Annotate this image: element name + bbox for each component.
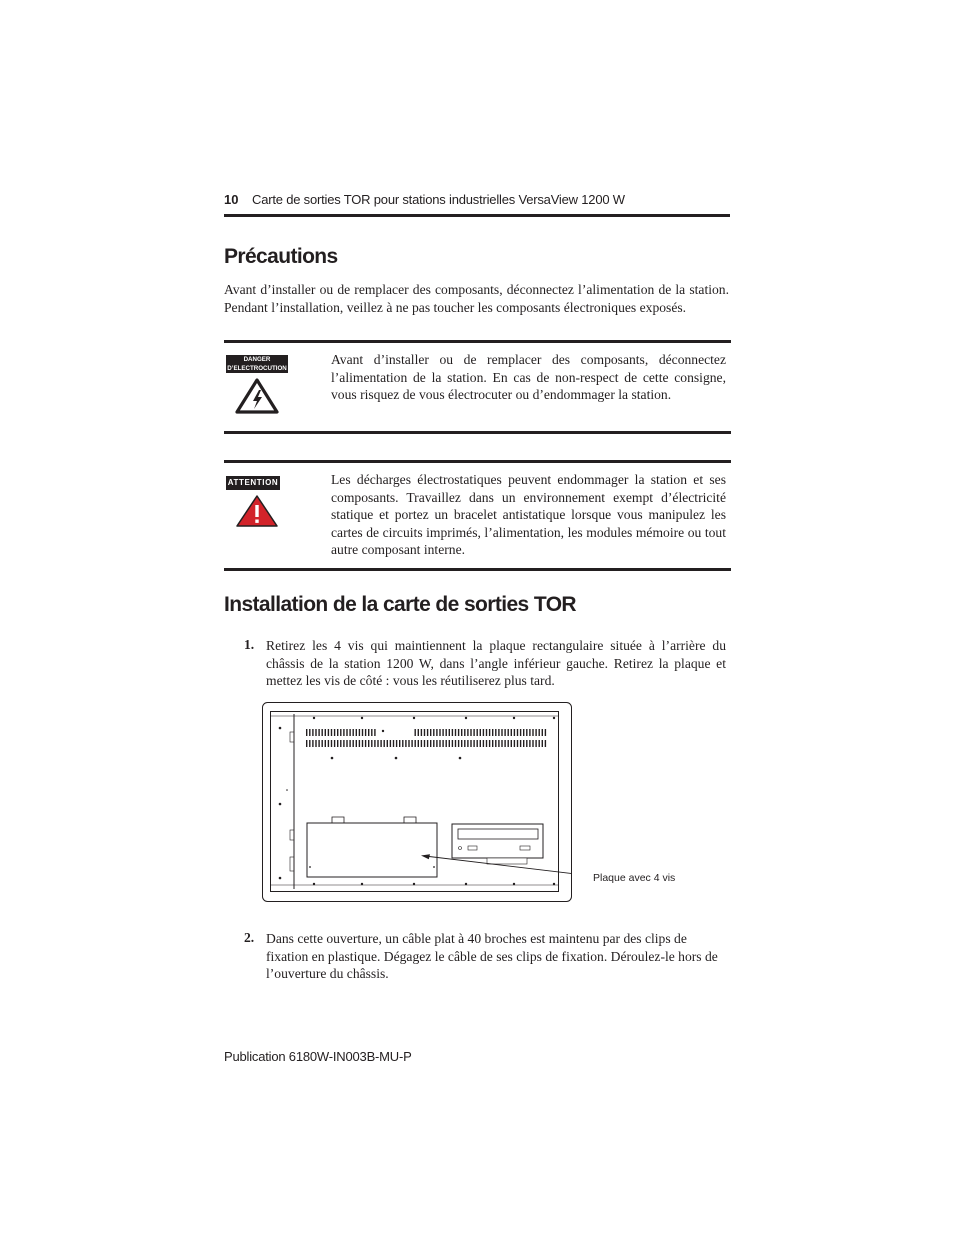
step-text: Dans cette ouverture, un câble plat à 40 broches est maintenu par des clips de fixation en plastique. Dégagez le câble de ses clips de fixation. Déroulez-le hors de l’ouverture du châssis. bbox=[266, 931, 718, 981]
step-text: Retirez les 4 vis qui maintiennent la plaque rectangulaire située à l’arrière du châssis de la station 1200 W, dans l’angle inférieur gauche. Retirez la plaque et mettez les vis de côté : vous les réutiliserez plus tard. bbox=[266, 638, 726, 688]
step-number: 1. bbox=[244, 637, 255, 652]
notice-bottom-rule bbox=[224, 568, 731, 571]
danger-label: DANGER D’ELECTROCUTION bbox=[227, 356, 287, 372]
attention-label: ATTENTION bbox=[226, 476, 280, 490]
warning-icon bbox=[235, 494, 279, 528]
publication-number: Publication 6180W-IN003B-MU-P bbox=[224, 1049, 412, 1064]
notice-top-rule bbox=[224, 460, 731, 463]
chassis-rear-diagram bbox=[262, 702, 572, 902]
figure-callout: Plaque avec 4 vis bbox=[593, 872, 676, 884]
attention-notice-text: Les décharges électrostatiques peuvent endommager la station et ses composants. Travaillez dans un environnement exempt d’électricité statique et portez un bracelet antistatique lorsque vous manipulez les cartes de circuits imprimés, l’alimentation, les modules mémoire ou tout autre composant interne. bbox=[331, 472, 726, 557]
notice-bottom-rule bbox=[224, 431, 731, 434]
section-title-installation: Installation de la carte de sorties TOR bbox=[224, 593, 576, 616]
notice-top-rule bbox=[224, 340, 731, 343]
header-rule bbox=[224, 214, 730, 217]
running-title: Carte de sorties TOR pour stations industrielles VersaView 1200 W bbox=[252, 192, 625, 207]
page-number: 10 bbox=[224, 192, 239, 207]
section-title-precautions: Précautions bbox=[224, 245, 338, 268]
electrical-hazard-icon bbox=[235, 378, 279, 414]
danger-notice-text: Avant d’installer ou de remplacer des composants, déconnectez l’alimentation de la station. En cas de non-respect de cette consigne, vous risquez de vous électrocuter ou d’endommager la station. bbox=[331, 352, 726, 402]
step-number: 2. bbox=[244, 930, 255, 945]
precautions-intro: Avant d’installer ou de remplacer des composants, déconnectez l’alimentation de la station. Pendant l’installation, veillez à ne pas toucher les composants électroniques exposés. bbox=[224, 282, 729, 315]
